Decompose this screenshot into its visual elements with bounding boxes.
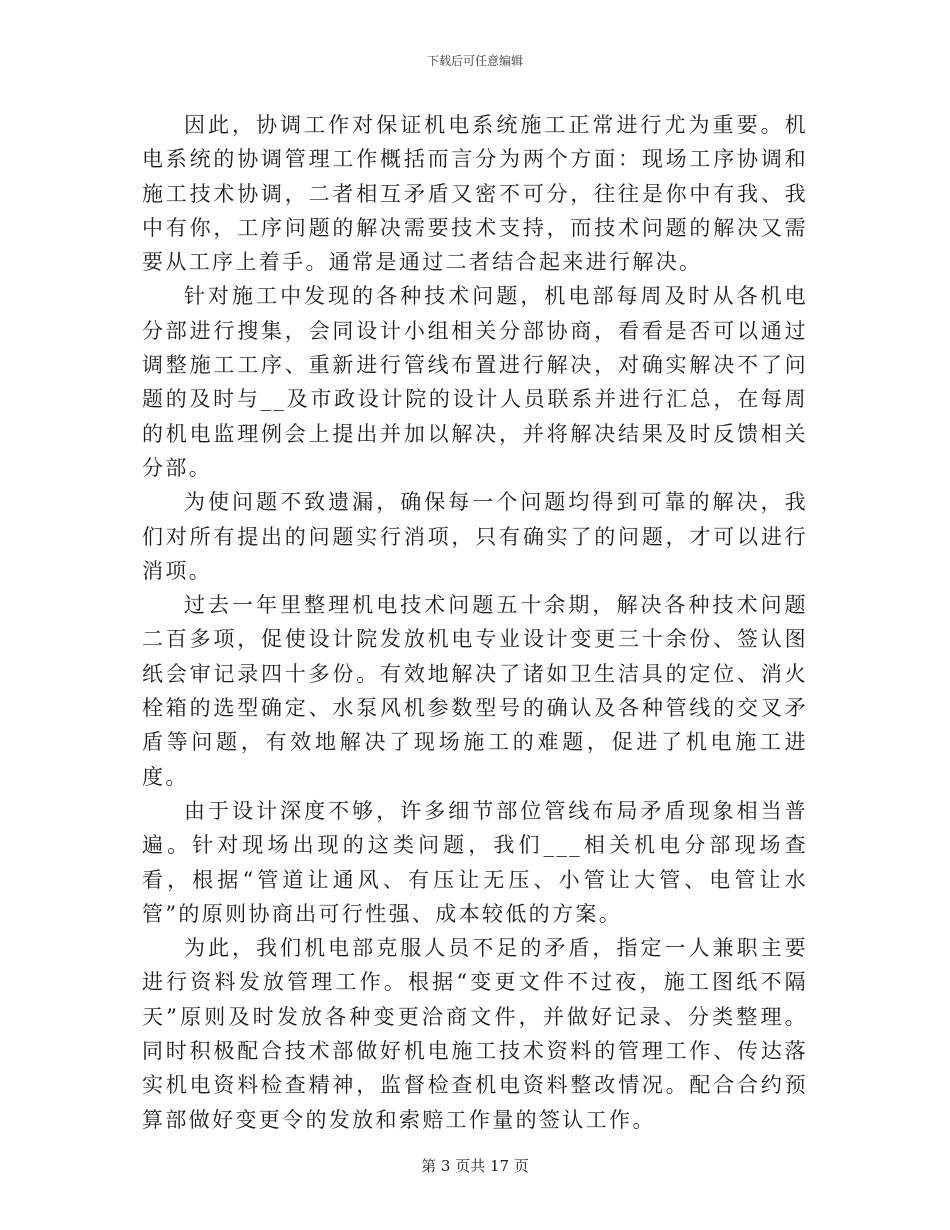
document-body	[142, 108, 808, 1137]
paragraph-annual-results: 过去一年里整理机电技术问题五十余期，解决各种技术问题二百多项，促使设计院发放机电专业设计变更三十余份、签认图纸会审记录四十多份。有效地解决了诸如卫生洁具的定位、消火栓箱的选型确定、水泵风机参数型号的确认及各种管线的交叉矛盾等问题，有效地解决了现场施工的难题，促进了机电施工进度。	[142, 593, 808, 789]
paragraph-technical-issues: 针对施工中发现的各种技术问题，机电部每周及时从各机电分部进行搜集，会同设计小组相关分部协商，看看是否可以通过调整施工工序、重新进行管线布置进行解决，对确实解决不了问题的及时与__及市政设计院的设计人员联系并进行汇总，在每周的机电监理例会上提出并加以解决，并将解决结果及时反馈相关分部。	[142, 284, 808, 480]
paragraph-issue-closure: 为使问题不致遗漏，确保每一个问题均得到可靠的解决，我们对所有提出的问题实行消项，只有确实了的问题，才可以进行消项。	[142, 490, 808, 583]
paragraph-pipeline-conflicts: 由于设计深度不够，许多细节部位管线布局矛盾现象相当普遍。针对现场出现的这类问题，我们___相关机电分部现场查看，根据“管道让通风、有压让无压、小管让大管、电管让水管”的原则协商出可行性强、成本较低的方案。	[142, 798, 808, 926]
page-number: 第 3 页共 17 页	[421, 1157, 529, 1175]
page-header-note: 下载后可任意编辑	[426, 54, 523, 68]
paragraph-coordination-overview: 因此，协调工作对保证机电系统施工正常进行尤为重要。机电系统的协调管理工作概括而言分为两个方面：现场工序协调和施工技术协调，二者相互矛盾又密不可分，往往是你中有我、我中有你，工序问题的解决需要技术支持，而技术问题的解决又需要从工序上着手。通常是通过二者结合起来进行解决。	[142, 113, 808, 275]
paragraph-document-management: 为此，我们机电部克服人员不足的矛盾，指定一人兼职主要进行资料发放管理工作。根据“变更文件不过夜，施工图纸不隔天”原则及时发放各种变更洽商文件，并做好记录、分类整理。同时积极配合技术部做好机电施工技术资料的管理工作、传达落实机电资料检查精神，监督检查机电资料整改情况。配合合约预算部做好变更令的发放和索赔工作量的签认工作。	[142, 936, 808, 1132]
